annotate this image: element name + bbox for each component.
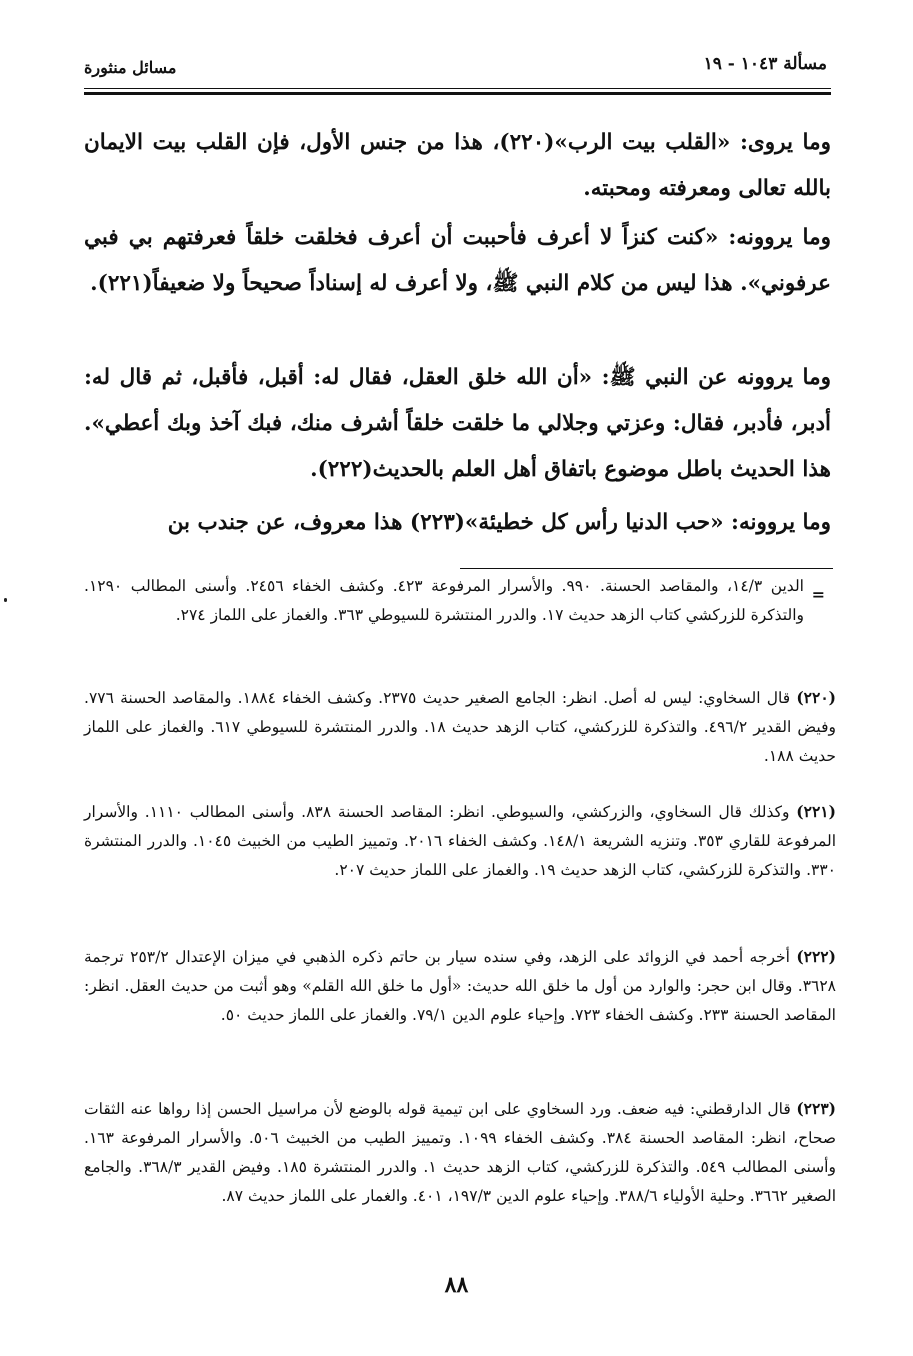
footnote-222 xyxy=(84,942,836,1030)
running-header-issue: مسألة ١٠٤٣ - ١٩ xyxy=(703,54,827,74)
footnote-separator xyxy=(460,568,833,569)
footnote-text: أخرجه أحمد في الزوائد على الزهد، وفي سنده سيار بن حاتم ذكره الذهبي في ميزان الإعتدال ٢٥٣/٢ ترجمة ٣٦٢٨. وقال ابن حجر: والوارد من أول ما خلق الله حديث: «أول ما خلق الله القلم» وهو أثبت من حديث العقل. انظر: المقاصد الحسنة ٢٣٣. وكشف الخفاء ٧٢٣. وإحياء علوم الدين ٧٩/١. والغماز على اللماز حديث ٥٠. xyxy=(84,948,836,1024)
footnote-continuation xyxy=(84,572,804,630)
main-text xyxy=(84,120,831,212)
footnote-number: (٢٢٣) xyxy=(796,1099,836,1118)
footnote-continuation-text: الدين ١٤/٣، والمقاصد الحسنة. ٩٩٠. والأسرار المرفوعة ٤٢٣. وكشف الخفاء ٢٤٥٦. وأسنى المطالب ١٢٩٠. والتذكرة للزركشي كتاب الزهد حديث ١٧. والدرر المنتشرة للسيوطي ٣٦٣. والغماز على اللماز ٢٧٤. xyxy=(84,577,804,624)
footnote-text: قال الدارقطني: فيه ضعف. ورد السخاوي على ابن تيمية قوله بالوضع لأن مراسيل الحسن إذا رواها عنه الثقات صحاح، انظر: المقاصد الحسنة ٣٨٤. وكشف الخفاء ١٠٩٩. وتمييز الطيب من الخبيث ٥٠٦. والأسرار المرفوعة ١٦٣. وأسنى المطالب ٥٤٩. والتذكرة للزركشي، كتاب الزهد حديث ١. والدرر المنتشرة ١٨٥. وفيض القدير ٣٦٨/٣. والجامع الصغير ٣٦٦٢. وحلية الأولياء ٣٨٨/٦. وإحياء علوم الدين ١٩٧/٣، ٤٠١. والغمار على اللماز حديث ٨٧. xyxy=(84,1100,836,1205)
footnote-number: (٢٢٠) xyxy=(796,688,836,707)
footnote-text: قال السخاوي: ليس له أصل. انظر: الجامع الصغير حديث ٢٣٧٥. وكشف الخفاء ١٨٨٤. والمقاصد الحسنة ٧٧٦. وفيض القدير ٤٩٦/٢. والتذكرة للزركشي، كتاب الزهد حديث ١٨. والدرر المنتشرة للسيوطي ٦١٧. والغماز على اللماز حديث ١٨٨. xyxy=(84,689,836,765)
footnote-number: (٢٢٢) xyxy=(796,947,836,966)
main-text-4 xyxy=(84,500,831,546)
header-rule-thin xyxy=(84,88,831,89)
paragraph-3: وما يروونه عن النبي ﷺ: «أن الله خلق العقل، فقال له: أقبل، فأقبل، ثم قال له: أدبر، فأدبر، فقال: وعزتي وجلالي ما خلقت خلقاً أشرف منك، فبك آخذ وبك أعطي». هذا الحديث باطل موضوع باتفاق أهل العلم بالحديث(٢٢٢). xyxy=(84,365,831,482)
paragraph-2: وما يروونه: «كنت كنزاً لا أعرف فأحببت أن أعرف فخلقت خلقاً فعرفتهم بي فبي عرفوني». هذا ليس من كلام النبي ﷺ، ولا أعرف له إسناداً صحيحاً ولا ضعيفاً(٢٢١). xyxy=(84,225,831,296)
header-rule-thick xyxy=(84,92,831,95)
footnote-220 xyxy=(84,683,836,771)
footnote-number: (٢٢١) xyxy=(796,802,836,821)
footnote-continuation-mark: = xyxy=(811,585,825,604)
paragraph-4: وما يروونه: «حب الدنيا رأس كل خطيئة»(٢٢٣) هذا معروف، عن جندب بن xyxy=(167,510,831,535)
main-text-3 xyxy=(84,355,831,493)
running-header-chapter: مسائل منثورة xyxy=(84,58,177,77)
scan-speck xyxy=(4,598,7,602)
footnote-text: وكذلك قال السخاوي، والزركشي، والسيوطي. انظر: المقاصد الحسنة ٨٣٨. وأسنى المطالب ١١١٠. والأسرار المرفوعة للقاري ٣٥٣. وتنزيه الشريعة ١٤٨/١. وكشف الخفاء ٢٠١٦. وتمييز الطيب من الخبيث ١٠٤٥. والدرر المنتشرة ٣٣٠. والتذكرة للزركشي، كتاب الزهد حديث ١٩. والغماز على اللماز حديث ٢٠٧. xyxy=(84,803,836,879)
footnote-221 xyxy=(84,797,836,885)
page-number: ٨٨ xyxy=(444,1272,469,1298)
paragraph-1: وما يروى: «القلب بيت الرب»(٢٢٠)، هذا من جنس الأول، فإن القلب بيت الايمان بالله تعالى ومعرفته ومحبته. xyxy=(84,130,831,201)
main-text-2 xyxy=(84,215,831,307)
footnote-223 xyxy=(84,1094,836,1211)
